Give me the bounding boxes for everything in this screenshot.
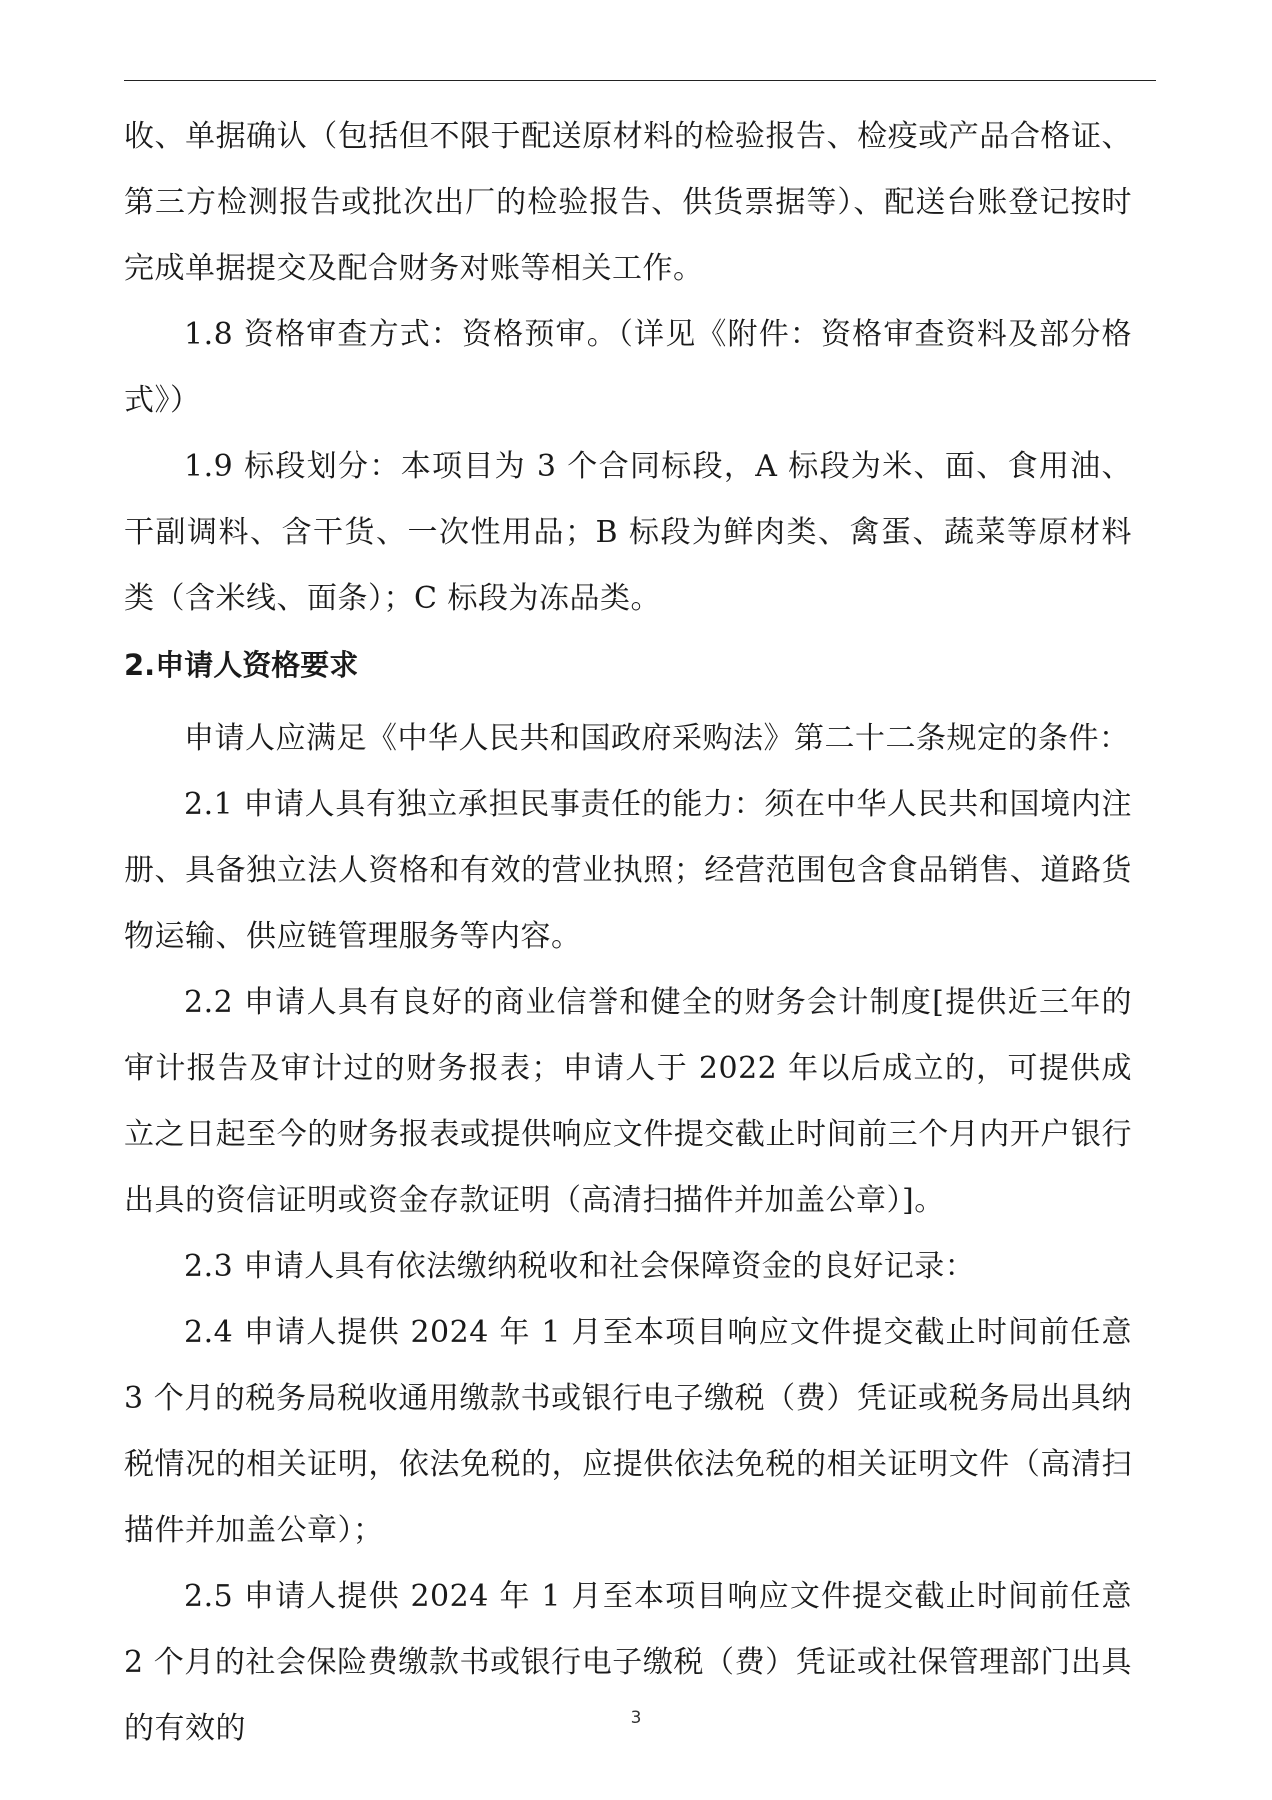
paragraph-2-5: 2.5 申请人提供 2024 年 1 月至本项目响应文件提交截止时间前任意 2 个月的社会保险费缴款书或银行电子缴税（费）凭证或社保管理部门出具的有效的 bbox=[124, 1579, 1132, 1746]
section-heading-2: 2.申请人资格要求 bbox=[124, 648, 359, 682]
header-rule bbox=[124, 80, 1156, 81]
paragraph-2-2: 2.2 申请人具有良好的商业信誉和健全的财务会计制度[提供近三年的审计报告及审计过的财务报表；申请人于 2022 年以后成立的，可提供成立之日起至今的财务报表或提供响应文件提交截止时间前三个月内开户银行出具的资信证明或资金存款证明（高清扫描件并加盖公章）]。 bbox=[124, 985, 1132, 1218]
paragraph-2-4: 2.4 申请人提供 2024 年 1 月至本项目响应文件提交截止时间前任意 3 个月的税务局税收通用缴款书或银行电子缴税（费）凭证或税务局出具纳税情况的相关证明，依法免税的，应提供依法免税的相关证明文件（高清扫描件并加盖公章）； bbox=[124, 1315, 1132, 1548]
page-number: 3 bbox=[630, 1708, 642, 1728]
paragraph-continued: 收、单据确认（包括但不限于配送原材料的检验报告、检疫或产品合格证、第三方检测报告或批次出厂的检验报告、供货票据等）、配送台账登记按时完成单据提交及配合财务对账等相关工作。 bbox=[124, 119, 1132, 286]
paragraph-2-1: 2.1 申请人具有独立承担民事责任的能力：须在中华人民共和国境内注册、具备独立法人资格和有效的营业执照；经营范围包含食品销售、道路货物运输、供应链管理服务等内容。 bbox=[124, 787, 1132, 954]
paragraph-2-intro: 申请人应满足《中华人民共和国政府采购法》第二十二条规定的条件： bbox=[184, 721, 1130, 756]
paragraph-1-9: 1.9 标段划分：本项目为 3 个合同标段，A 标段为米、面、食用油、干副调料、含干货、一次性用品；B 标段为鲜肉类、禽蛋、蔬菜等原材料类（含米线、面条）；C 标段为冻品类。 bbox=[124, 449, 1132, 616]
paragraph-1-8: 1.8 资格审查方式：资格预审。（详见《附件：资格审查资料及部分格式》） bbox=[124, 317, 1132, 418]
page-content bbox=[124, 104, 1132, 1762]
paragraph-2-3: 2.3 申请人具有依法缴纳税收和社会保障资金的良好记录： bbox=[184, 1249, 976, 1284]
